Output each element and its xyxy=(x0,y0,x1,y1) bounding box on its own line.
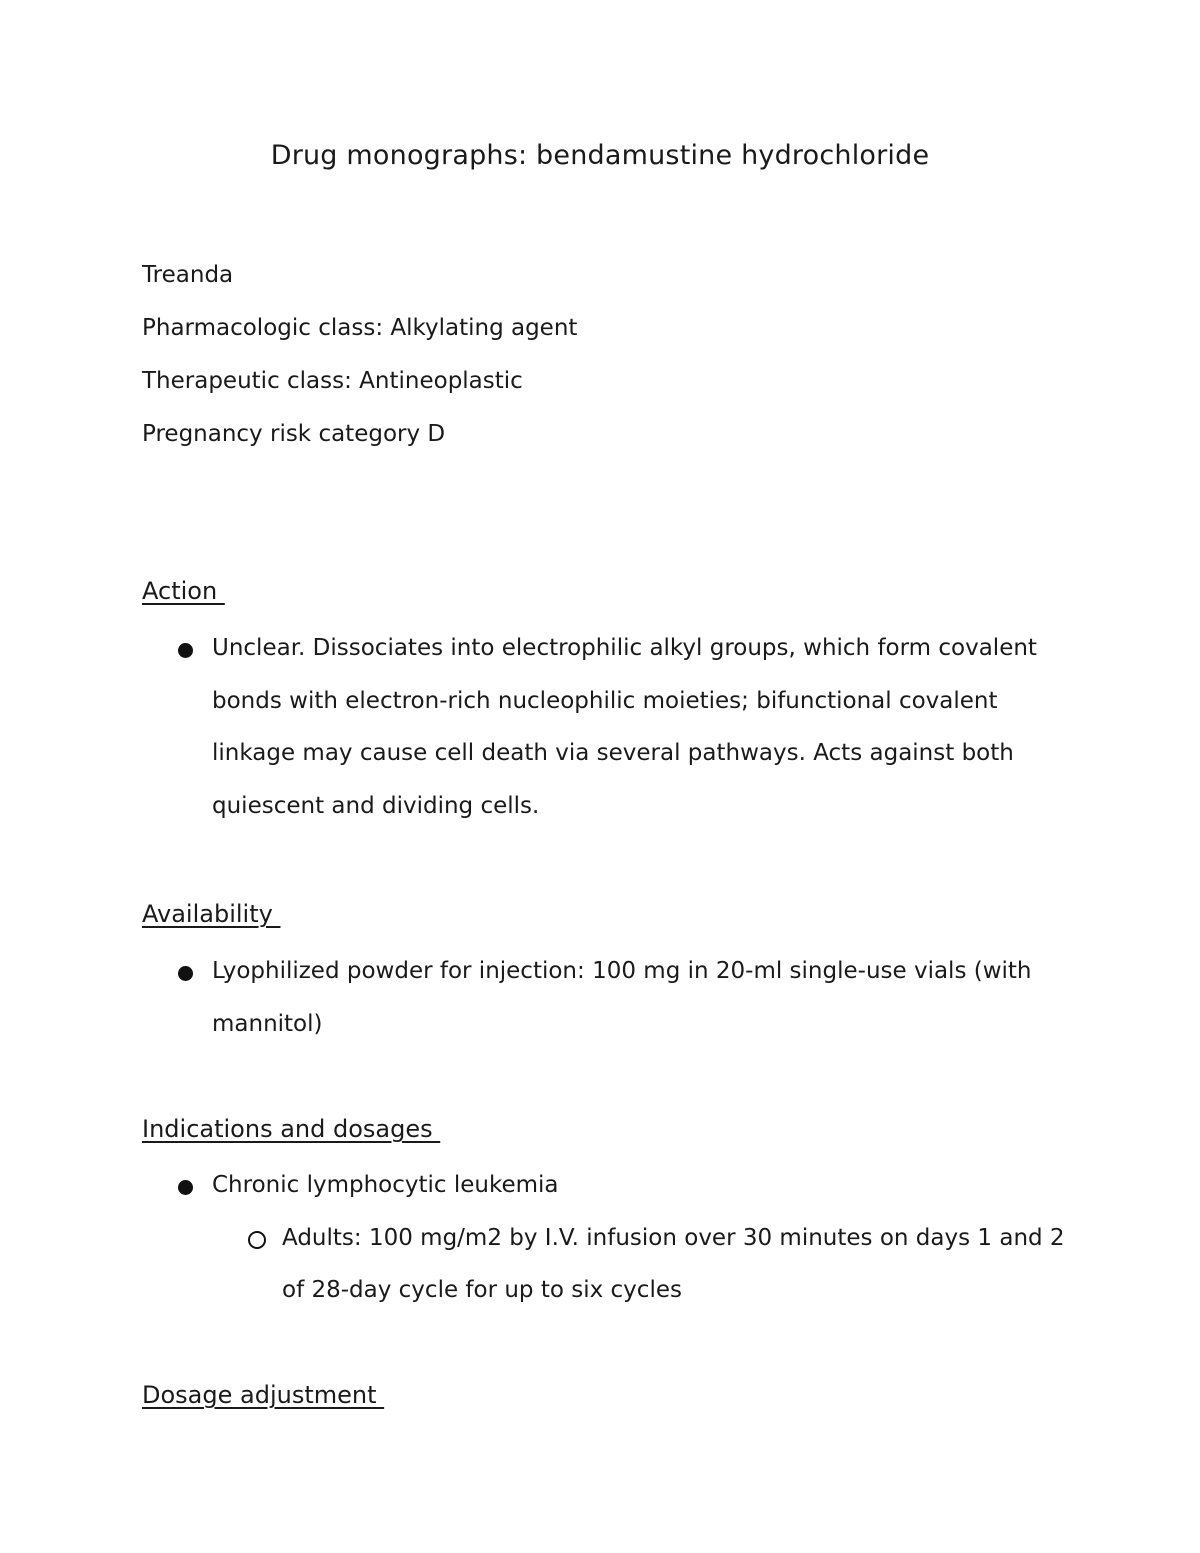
hollow-bullet-icon xyxy=(248,1231,266,1249)
section-heading-availability: Availability xyxy=(142,900,281,928)
document-title: Drug monographs: bendamustine hydrochloride xyxy=(270,140,930,171)
pregnancy-risk-category: Pregnancy risk category D xyxy=(142,421,446,447)
brand-name: Treanda xyxy=(142,262,234,288)
therapeutic-class: Therapeutic class: Antineoplastic xyxy=(142,368,523,394)
section-heading-dosage-adjustment: Dosage adjustment xyxy=(142,1381,385,1409)
availability-list xyxy=(142,945,1072,1050)
list-item xyxy=(142,945,1072,1050)
dosage-text: Adults: 100 mg/m2 by I.V. infusion over 30 minutes on days 1 and 2 of 28-day cycle for up to six cycles xyxy=(282,1224,1065,1303)
bullet-icon xyxy=(178,1180,193,1195)
list-item xyxy=(142,622,1072,832)
sub-list-item xyxy=(142,1212,1072,1317)
action-list xyxy=(142,622,1072,832)
bullet-icon xyxy=(178,966,193,981)
bullet-icon xyxy=(178,643,193,658)
section-heading-indications: Indications and dosages xyxy=(142,1115,441,1143)
section-heading-action: Action xyxy=(142,577,225,605)
action-bullet-text: Unclear. Dissociates into electrophilic alkyl groups, which form covalent bonds with electron-rich nucleophilic moieties; bifunctional covalent linkage may cause cell death via several pathways. Acts against both quiescent and dividing cells. xyxy=(212,635,1037,819)
list-item xyxy=(142,1159,1072,1212)
indication-text: Chronic lymphocytic leukemia xyxy=(212,1172,559,1198)
availability-bullet-text: Lyophilized powder for injection: 100 mg in 20-ml single-use vials (with mannitol) xyxy=(212,958,1032,1037)
pharmacologic-class: Pharmacologic class: Alkylating agent xyxy=(142,315,578,341)
indications-list xyxy=(142,1159,1072,1317)
